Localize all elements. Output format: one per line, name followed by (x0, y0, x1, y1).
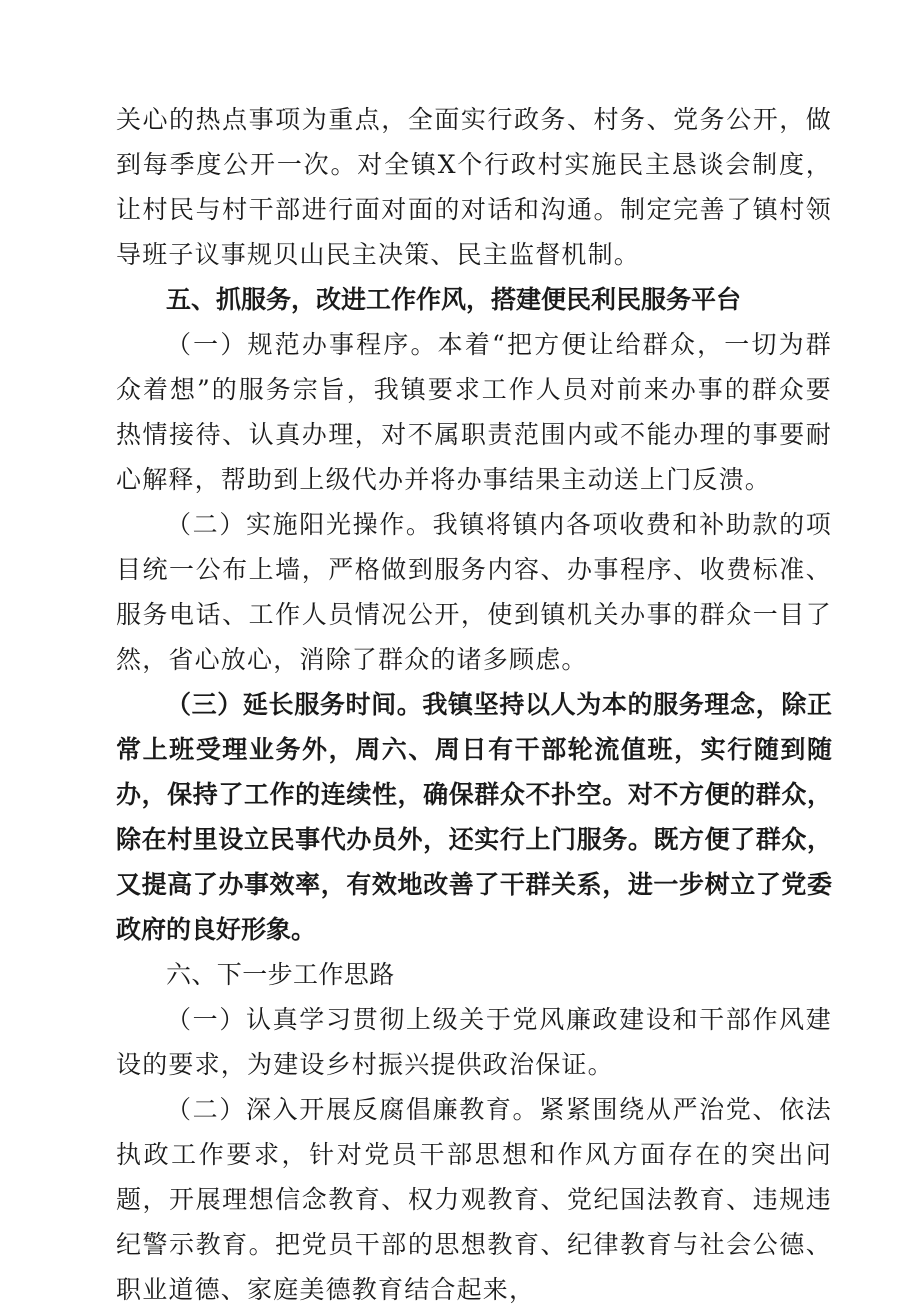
paragraph-5-2: （二）实施阳光操作。我镇将镇内各项收费和补助款的项目统一公布上墙，严格做到服务内容、办事程序、收费标准、服务电话、工作人员情况公开，使到镇机关办事的群众一目了然，省心放心，消除了群众的诸多顾虑。 (116, 510, 832, 674)
paragraph-5-1: （一）规范办事程序。本着“把方便让给群众，一切为群众着想”的服务宗旨，我镇要求工作人员对前来办事的群众要热情接待、认真办理，对不属职责范围内或不能办理的事要耐心解释，帮助到上级代办并将办事结果主动送上门反溃。 (116, 330, 832, 494)
paragraph-5-3: （三）延长服务时间。我镇坚持以人为本的服务理念，除正常上班受理业务外，周六、周日有干部轮流值班，实行随到随办，保持了工作的连续性，确保群众不扑空。对不方便的群众，除在村里设立民事代办员外，还实行上门服务。既方便了群众，又提高了办事效率，有效地改善了干群关系，进一步树立了党委政府的良好形象。 (116, 690, 832, 944)
paragraph-6-2: （二）深入开展反腐倡廉教育。紧紧围绕从严治党、依法执政工作要求，针对党员干部思想和作风方面存在的突出问题，开展理想信念教育、权力观教育、党纪国法教育、违规违纪警示教育。把党员干部的思想教育、纪律教育与社会公德、职业道德、家庭美德教育结合起来， (116, 1095, 832, 1304)
section-heading-6: 六、下一步工作思路 (166, 960, 395, 989)
paragraph-continuation: 关心的热点事项为重点，全面实行政务、村务、党务公开，做到每季度公开一次。对全镇X个行政村实施民主恳谈会制度，让村民与村干部进行面对面的对话和沟通。制定完善了镇村领导班子议事规贝山民主决策、民主监督机制。 (116, 105, 832, 269)
section-heading-5: 五、抓服务，改进工作作风，搭建便民利民服务平台 (166, 285, 742, 314)
document-page (116, 97, 832, 1312)
paragraph-6-1: （一）认真学习贯彻上级关于党风廉政建设和干部作风建设的要求，为建设乡村振兴提供政治保证。 (116, 1005, 832, 1079)
